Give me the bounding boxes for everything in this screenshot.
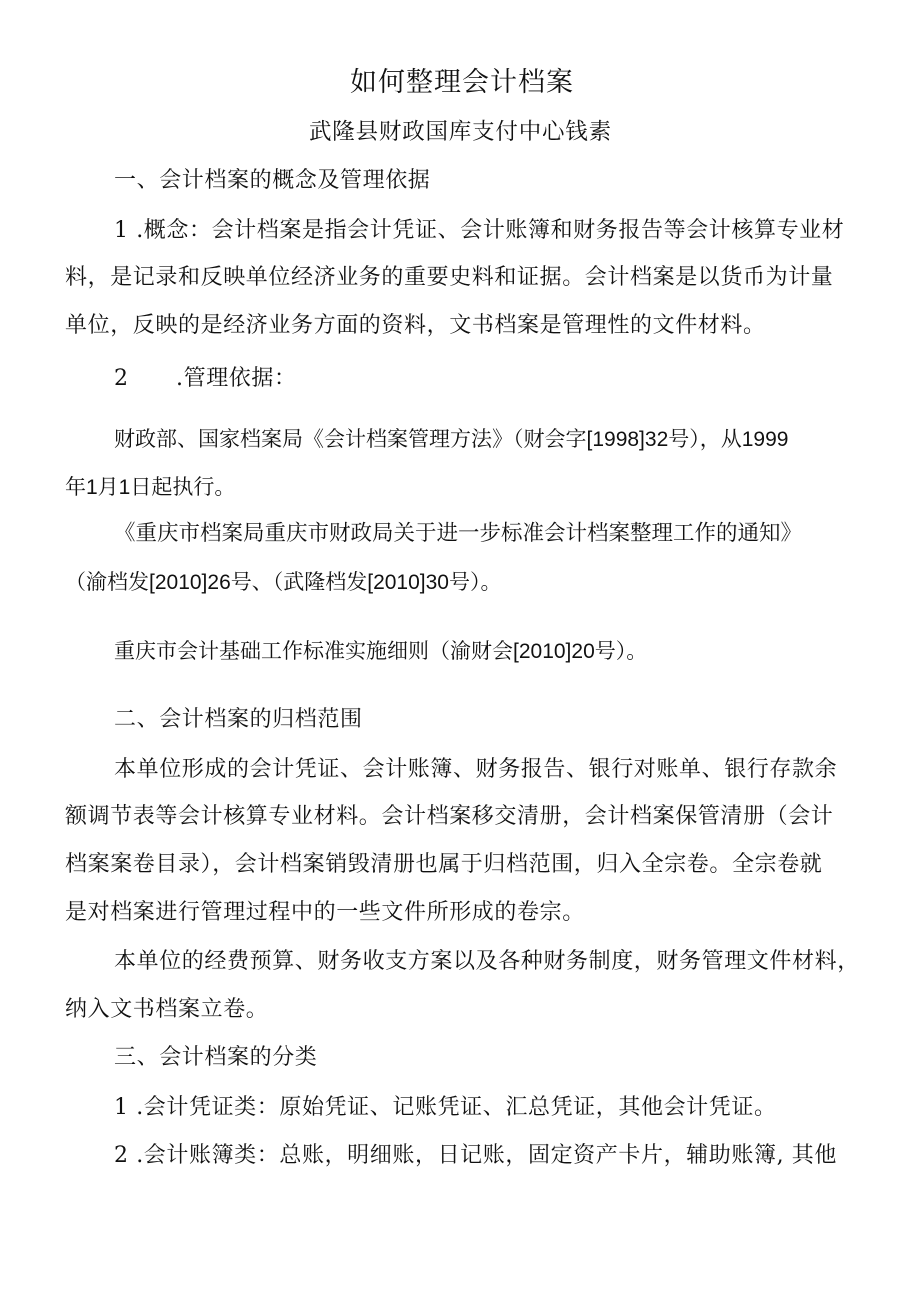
class-item-2: 2 .会计账簿类：总账，明细账，日记账，固定资产卡片，辅助账簿, 其他: [114, 1143, 837, 1168]
scope-para-2-line-2: 纳入文书档案立卷。: [65, 997, 269, 1022]
scope-para-1-line-1: 本单位形成的会计凭证、会计账簿、财务报告、银行对账单、银行存款余: [114, 757, 838, 782]
basis-3-line-1: 重庆市会计基础工作标准实施细则（渝财会[2010]20号）。: [114, 640, 648, 663]
item-1-line-3: 单位，反映的是经济业务方面的资料，文书档案是管理性的文件材料。: [65, 313, 766, 338]
scope-para-1-line-2: 额调节表等会计核算专业材料。会计档案移交清册，会计档案保管清册（会计: [65, 804, 834, 829]
basis-2-line-1: 《重庆市档案局重庆市财政局关于进一步标准会计档案整理工作的通知》: [114, 521, 803, 546]
section-heading-3: 三、会计档案的分类: [114, 1045, 318, 1070]
document-title: 如何整理会计档案: [350, 67, 574, 98]
scope-para-1-line-3: 档案案卷目录），会计档案销毁清册也属于归档范围，归入全宗卷。全宗卷就: [65, 852, 823, 877]
section-heading-1: 一、会计档案的概念及管理依据: [114, 168, 431, 193]
item-1-line-2: 料，是记录和反映单位经济业务的重要史料和证据。会计档案是以货币为计量: [65, 265, 834, 290]
scope-para-2-line-1: 本单位的经费预算、财务收支方案以及各种财务制度，财务管理文件材料，: [114, 949, 860, 974]
item-1-line-1: 1 .概念：会计档案是指会计凭证、会计账簿和财务报告等会计核算专业材: [114, 218, 845, 243]
basis-1-line-2: 年1月1日起执行。: [65, 476, 236, 499]
scope-para-1-line-4: 是对档案进行管理过程中的一些文件所形成的卷宗。: [65, 900, 585, 925]
item-2-label: .管理依据：: [176, 366, 297, 391]
document-subtitle: 武隆县财政国库支付中心钱素: [309, 119, 612, 145]
class-item-1: 1 .会计凭证类：原始凭证、记账凭证、汇总凭证，其他会计凭证。: [114, 1095, 777, 1120]
basis-2-line-2: （渝档发[2010]26号、（武隆档发[2010]30号）。: [65, 571, 502, 594]
basis-1-line-1: 财政部、国家档案局《会计档案管理方法》（财会字[1998]32号），从1999: [114, 428, 789, 451]
item-2-number: 2: [114, 366, 129, 391]
section-heading-2: 二、会计档案的归档范围: [114, 707, 363, 732]
